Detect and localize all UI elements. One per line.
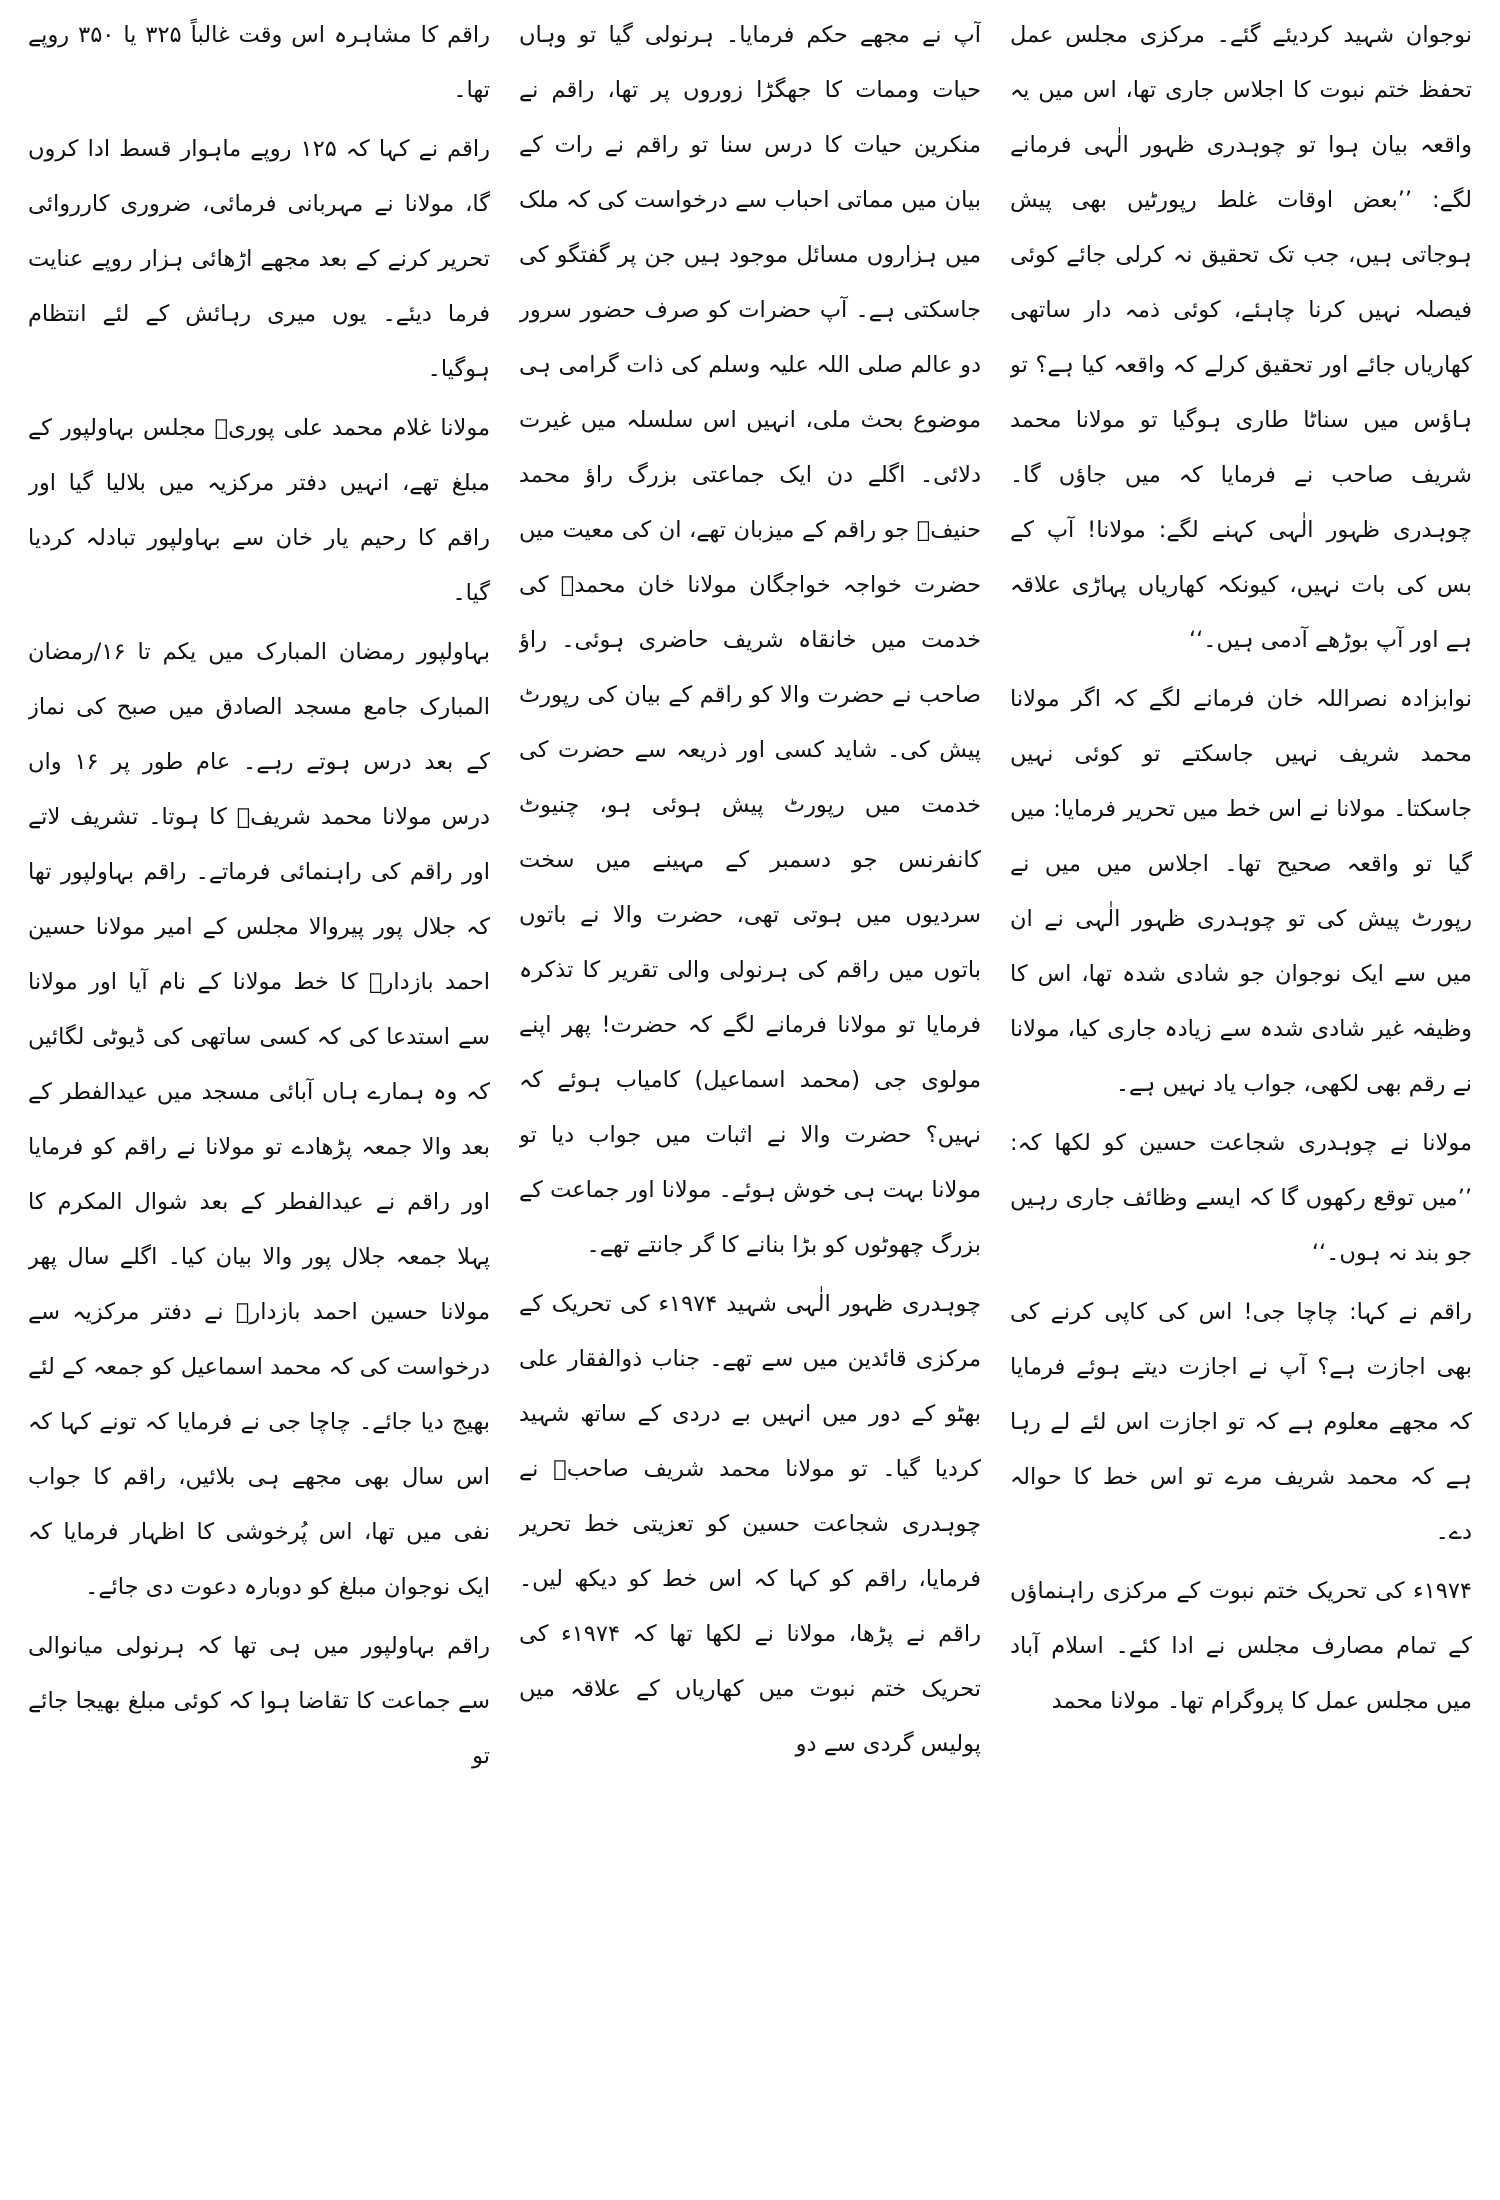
column-right [28,8,490,2192]
paragraph: راقم کا مشاہرہ اس وقت غالباً ۳۲۵ یا ۳۵۰ روپے تھا۔ [28,22,490,103]
paragraph: نوجوان شہید کردیئے گئے۔ مرکزی مجلس عمل تحفظ ختم نبوت کا اجلاس جاری تھا، اس میں یہ واقعہ بیان ہوا تو چوہدری ظہور الٰہی فرمانے لگے: ’’بعض اوقات غلط رپورٹیں بھی پیش ہوجاتی ہیں، جب تک تحقیق نہ کرلی جائے کوئی فیصلہ نہیں کرنا چاہئے، کوئی ذمہ دار ساتھی کھاریاں جائے اور تحقیق کرلے کہ واقعہ کیا ہے؟ تو ہاؤس میں سناٹا طاری ہوگیا تو مولانا محمد شریف صاحب نے فرمایا کہ میں جاؤں گا۔ چوہدری ظہور الٰہی کہنے لگے: مولانا! آپ کے بس کی بات نہیں، کیونکہ کھاریاں پہاڑی علاقہ ہے اور آپ بوڑھے آدمی ہیں۔‘‘ [1010,22,1472,653]
paragraph: نوابزادہ نصراللہ خان فرمانے لگے کہ اگر مولانا محمد شریف نہیں جاسکتے تو کوئی نہیں جاسکتا۔ مولانا نے اس خط میں تحریر فرمایا: میں گیا تو واقعہ صحیح تھا۔ اجلاس میں میں نے رپورٹ پیش کی تو چوہدری ظہور الٰہی نے ان میں سے ایک نوجوان جو شادی شدہ تھا، اس کا وظیفہ غیر شادی شدہ سے زیادہ جاری کیا، مولانا نے رقم بھی لکھی، جواب یاد نہیں ہے۔ [1010,686,1472,1097]
column-middle [519,8,981,2192]
paragraph: بہاولپور رمضان المبارک میں یکم تا ۱۶/رمضان المبارک جامع مسجد الصادق میں صبح کی نماز کے بعد درس ہوتے رہے۔ عام طور پر ۱۶ واں درس مولانا محمد شریفؒ کا ہوتا۔ تشریف لاتے اور راقم کی راہنمائی فرماتے۔ راقم بہاولپور تھا کہ جلال پور پیروالا مجلس کے امیر مولانا حسین احمد بازدارؒ کا خط مولانا کے نام آیا اور مولانا سے استدعا کی کہ کسی ساتھی کی ڈیوٹی لگائیں کہ وہ ہمارے ہاں آبائی مسجد میں عیدالفطر کے بعد والا جمعہ پڑھادے تو مولانا نے راقم کو فرمایا اور راقم نے عیدالفطر کے بعد شوال المکرم کا پہلا جمعہ جلال پور والا بیان کیا۔ اگلے سال پھر مولانا حسین احمد بازدارؒ نے دفتر مرکزیہ سے درخواست کی کہ محمد اسماعیل کو جمعہ کے لئے بھیج دیا جائے۔ چاچا جی نے فرمایا کہ تونے کہا کہ اس سال بھی مجھے ہی بلائیں، راقم کا جواب نفی میں تھا، اس پُرخوشی کا اظہار فرمایا کہ ایک نوجوان مبلغ کو دوبارہ دعوت دی جائے۔ [28,639,490,1600]
paragraph: آپ نے مجھے حکم فرمایا۔ ہرنولی گیا تو وہاں حیات وممات کا جھگڑا زوروں پر تھا، راقم نے منکرین حیات کا درس سنا تو راقم نے رات کے بیان میں مماتی احباب سے درخواست کی کہ ملک میں ہزاروں مسائل موجود ہیں جن پر گفتگو کی جاسکتی ہے۔ آپ حضرات کو صرف حضور سرور دو عالم صلی اللہ علیہ وسلم کی ذات گرامی ہی موضوع بحث ملی، انہیں اس سلسلہ میں غیرت دلائی۔ اگلے دن ایک جماعتی بزرگ راؤ محمد حنیفؒ جو راقم کے میزبان تھے، ان کی معیت میں حضرت خواجہ خواجگان مولانا خان محمدؒ کی خدمت میں خانقاہ شریف حاضری ہوئی۔ راؤ صاحب نے حضرت والا کو راقم کے بیان کی رپورٹ پیش کی۔ شاید کسی اور ذریعہ سے حضرت کی خدمت میں رپورٹ پیش ہوئی ہو، چنیوٹ کانفرنس جو دسمبر کے مہینے میں سخت سردیوں میں ہوتی تھی، حضرت والا نے باتوں باتوں میں راقم کی ہرنولی والی تقریر کا تذکرہ فرمایا تو مولانا فرمانے لگے کہ حضرت! پھر اپنے مولوی جی (محمد اسماعیل) کامیاب ہوئے کہ نہیں؟ حضرت والا نے اثبات میں جواب دیا تو مولانا بہت ہی خوش ہوئے۔ مولانا اور جماعت کے بزرگ چھوٹوں کو بڑا بنانے کا گر جانتے تھے۔ [519,22,981,1258]
paragraph: مولانا غلام محمد علی پوریؒ مجلس بہاولپور کے مبلغ تھے، انہیں دفتر مرکزیہ میں بلالیا گیا اور راقم کا رحیم یار خان سے بہاولپور تبادلہ کردیا گیا۔ [28,415,490,606]
newspaper-page [28,8,1472,2192]
paragraph: ۱۹۷۴ء کی تحریک ختم نبوت کے مرکزی راہنماؤں کے تمام مصارف مجلس نے ادا کئے۔ اسلام آباد میں مجلس عمل کا پروگرام تھا۔ مولانا محمد [1010,1578,1472,1714]
paragraph: راقم نے کہا: چاچا جی! اس کی کاپی کرنے کی بھی اجازت ہے؟ آپ نے اجازت دیتے ہوئے فرمایا کہ مجھے معلوم ہے کہ تو اجازت اس لئے لے رہا ہے کہ محمد شریف مرے تو اس خط کا حوالہ دے۔ [1010,1299,1472,1545]
paragraph: راقم بہاولپور میں ہی تھا کہ ہرنولی میانوالی سے جماعت کا تقاضا ہوا کہ کوئی مبلغ بھیجا جائے تو [28,1633,490,1769]
paragraph: مولانا نے چوہدری شجاعت حسین کو لکھا کہ: ’’میں توقع رکھوں گا کہ ایسے وظائف جاری رہیں جو بند نہ ہوں۔‘‘ [1010,1130,1472,1266]
paragraph: راقم نے کہا کہ ۱۲۵ روپے ماہوار قسط ادا کروں گا، مولانا نے مہربانی فرمائی، ضروری کارروائی تحریر کرنے کے بعد مجھے اڑھائی ہزار روپے عنایت فرما دیئے۔ یوں میری رہائش کے لئے انتظام ہوگیا۔ [28,136,490,382]
paragraph: چوہدری ظہور الٰہی شہید ۱۹۷۴ء کی تحریک کے مرکزی قائدین میں سے تھے۔ جناب ذوالفقار علی بھٹو کے دور میں انہیں بے دردی کے ساتھ شہید کردیا گیا۔ تو مولانا محمد شریف صاحبؒ نے چوہدری شجاعت حسین کو تعزیتی خط تحریر فرمایا، راقم کو کہا کہ اس خط کو دیکھ لیں۔ راقم نے پڑھا، مولانا نے لکھا تھا کہ ۱۹۷۴ء کی تحریک ختم نبوت میں کھاریاں کے علاقہ میں پولیس گردی سے دو [519,1291,981,1757]
column-left [1010,8,1472,2192]
